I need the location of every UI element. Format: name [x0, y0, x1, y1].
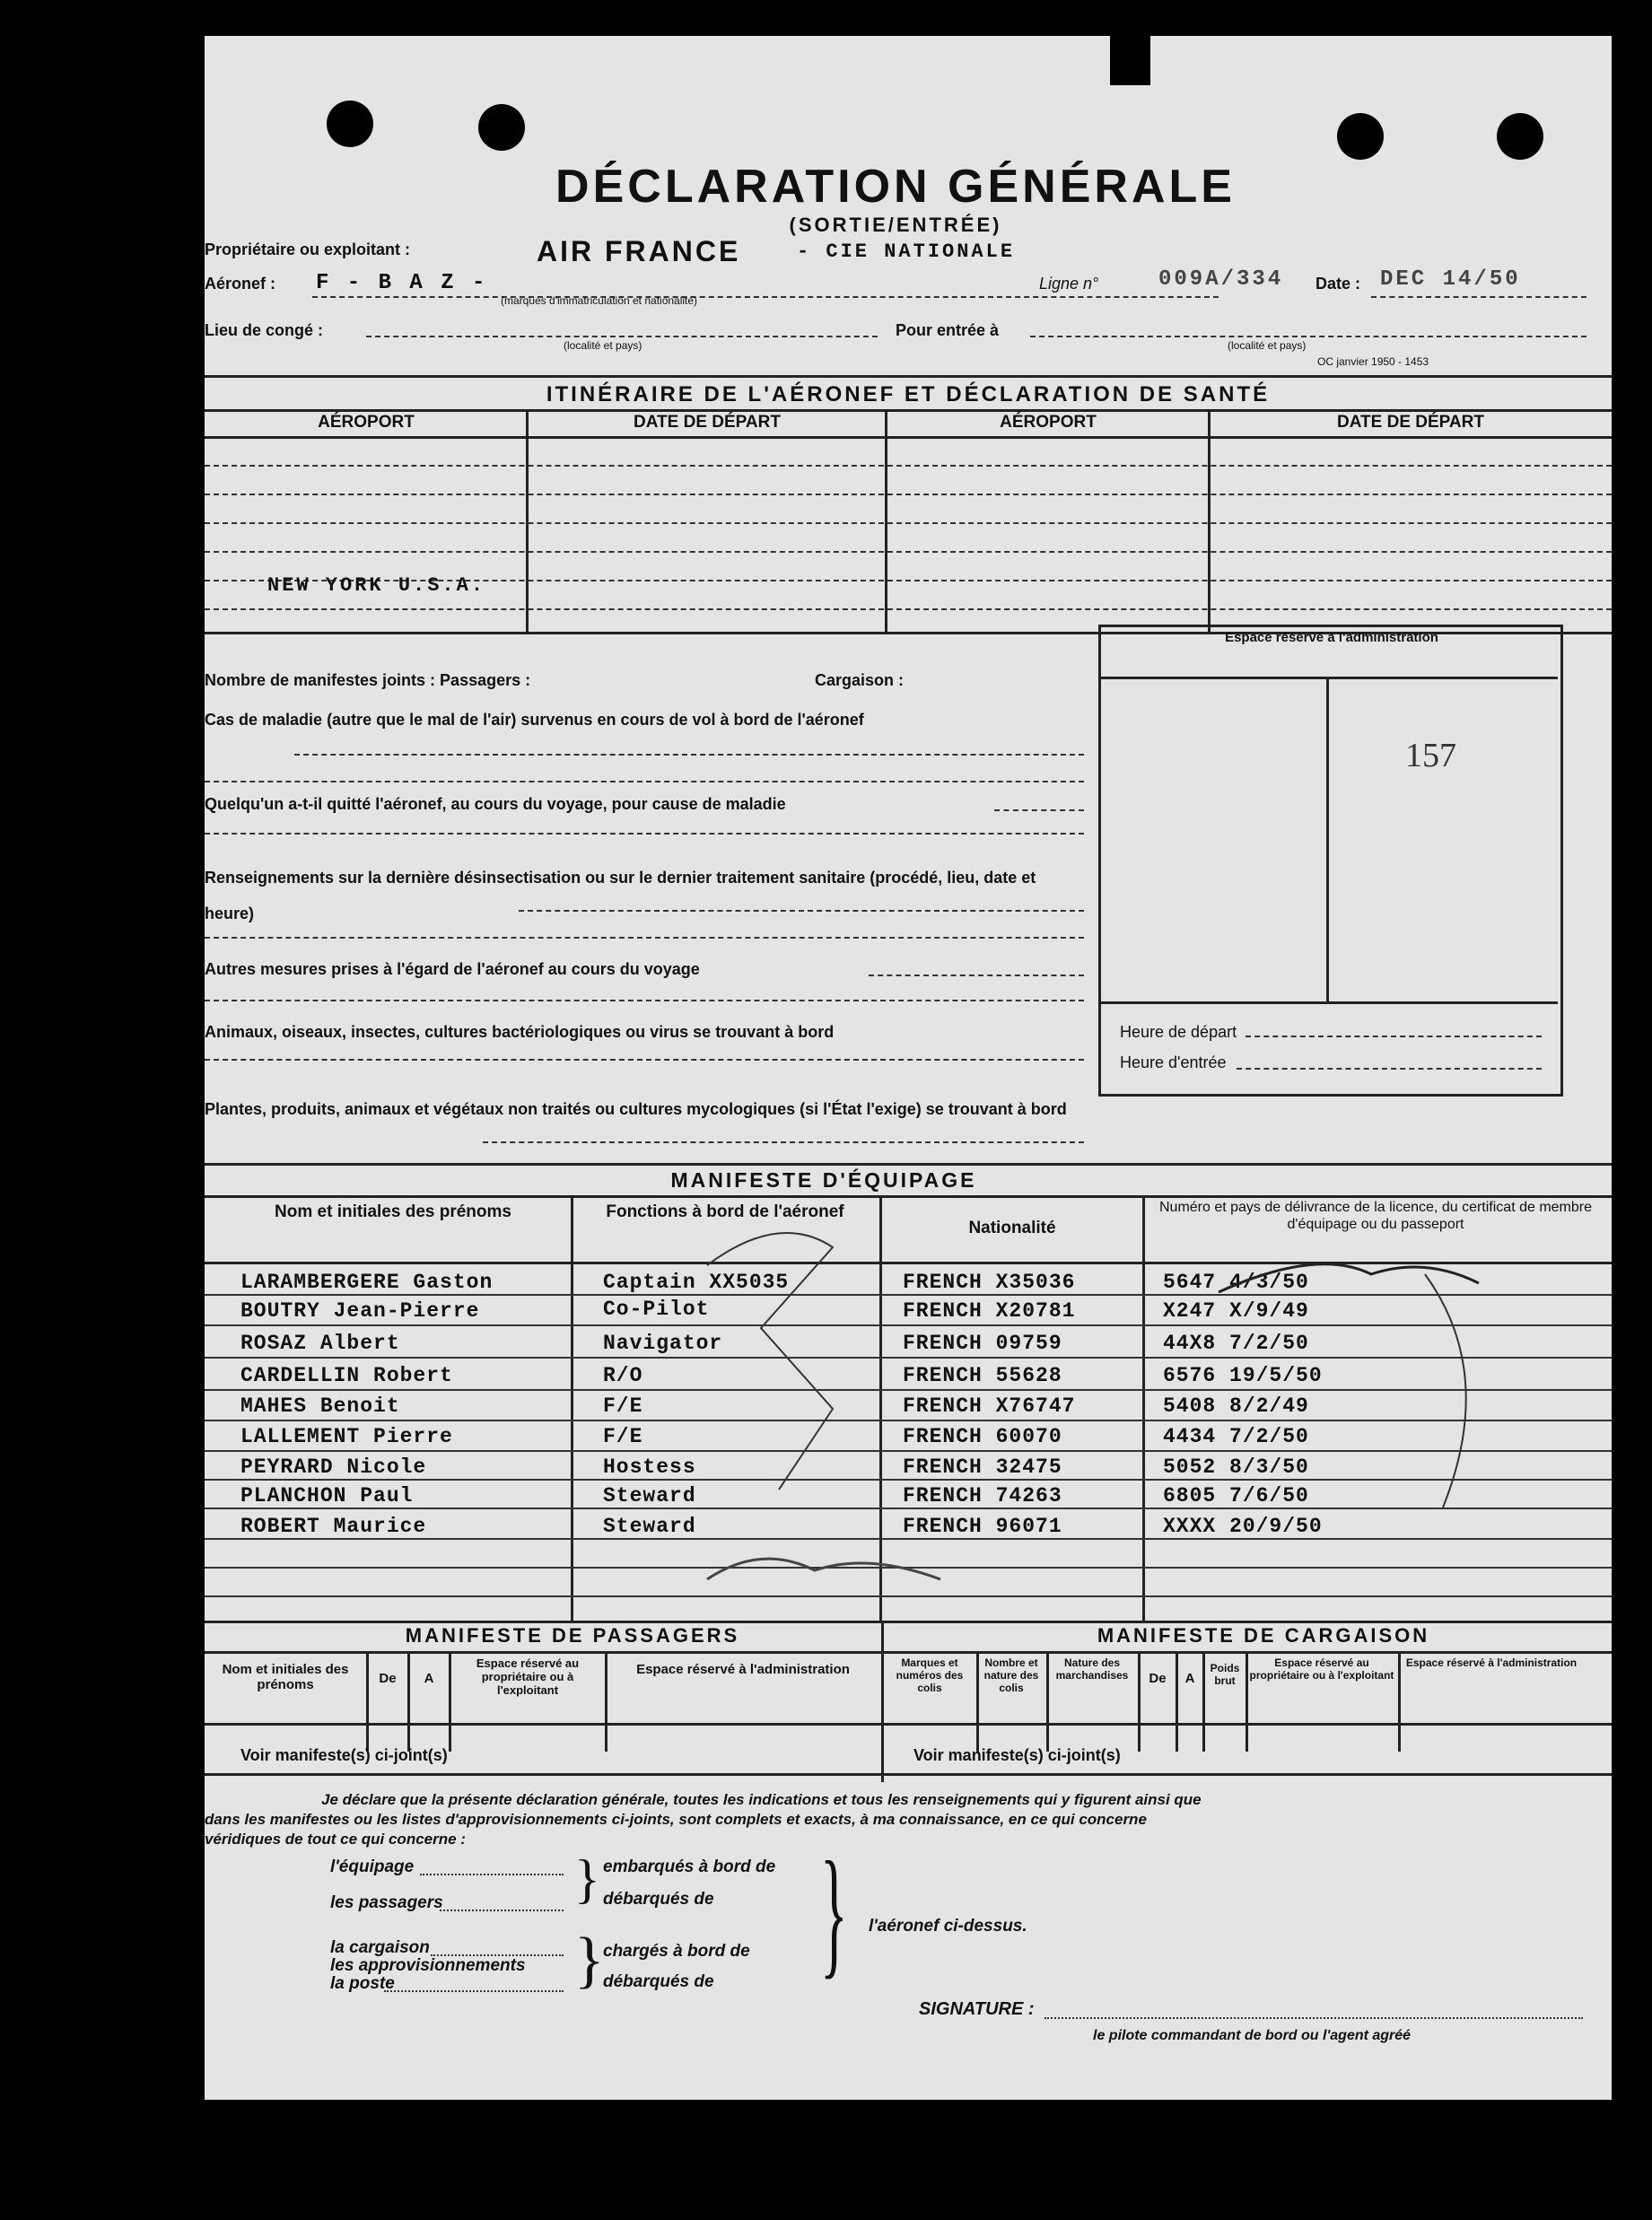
crew-col-licence: Numéro et pays de délivrance de la licence, du certificat de membre d'équipage ou du passeport [1158, 1200, 1592, 1232]
passenger-col-owner: Espace réservé au propriétaire ou à l'exploitant [476, 1656, 580, 1697]
crew-licence: XXXX 20/9/50 [1163, 1515, 1323, 1538]
crew-licence: 6576 19/5/50 [1163, 1364, 1323, 1387]
passenger-manifest-title: MANIFESTE DE PASSAGERS [405, 1624, 740, 1647]
disinfection-label: Renseignements sur la dernière désinsectisation ou sur le dernier traitement sanitaire (procédé, lieu, date et heure) [205, 869, 1036, 922]
illness-label: Cas de maladie (autre que le mal de l'air) survenus en cours de vol à bord de l'aéronef [205, 711, 864, 729]
declaration-supplies: les approvisionnements [330, 1956, 526, 1975]
departure-time-label: Heure de départ [1120, 1023, 1237, 1041]
crew-licence: 5408 8/2/49 [1163, 1394, 1309, 1418]
crew-licence: 44X8 7/2/50 [1163, 1332, 1309, 1355]
declaration-cargo: la cargaison [330, 1938, 430, 1957]
crew-function: R/O [603, 1364, 643, 1387]
cargo-col-marks: Marques et numéros des colis [896, 1656, 964, 1694]
admin-box-title: Espace réservé à l'administration [1225, 630, 1438, 645]
crew-name: PLANCHON Paul [240, 1484, 414, 1508]
departure-place-note: (localité et pays) [564, 339, 642, 352]
declaration-mail: la poste [330, 1974, 395, 1993]
left-aircraft-label: Quelqu'un a-t-il quitté l'aéronef, au cours du voyage, pour cause de maladie [205, 795, 786, 813]
crew-col-function: Fonctions à bord de l'aéronef [606, 1202, 844, 1221]
signature-note: le pilote commandant de bord ou l'agent agréé [1093, 2028, 1412, 2043]
crew-name: ROSAZ Albert [240, 1332, 400, 1355]
crew-function: Captain XX5035 [603, 1271, 790, 1294]
crew-function: F/E [603, 1425, 643, 1448]
declaration-form [205, 36, 1612, 2100]
brace-icon: } [574, 1849, 600, 1909]
crew-nationality: FRENCH 55628 [903, 1364, 1062, 1387]
cargo-col-owner: Espace réservé au propriétaire ou à l'exploitant [1249, 1656, 1394, 1682]
passenger-col-from: De [379, 1671, 397, 1686]
crew-nationality: FRENCH X20781 [903, 1299, 1076, 1323]
punch-hole [478, 104, 525, 151]
aircraft-value: F - B A Z - [316, 271, 488, 295]
cargo-manifest-title: MANIFESTE DE CARGAISON [1097, 1624, 1430, 1647]
itinerary-title: ITINÉRAIRE DE L'AÉRONEF ET DÉCLARATION DE SANTÉ [546, 382, 1271, 406]
crew-nationality: FRENCH 09759 [903, 1332, 1062, 1355]
cargo-label: Cargaison : [815, 671, 905, 689]
crew-function: Navigator [603, 1332, 723, 1355]
crew-licence: X247 X/9/49 [1163, 1299, 1309, 1323]
owner-label: Propriétaire ou exploitant : [205, 240, 411, 258]
crew-nationality: FRENCH 32475 [903, 1455, 1062, 1479]
crew-name: ROBERT Maurice [240, 1515, 427, 1538]
itinerary-airport-entry: NEW YORK U.S.A. [267, 574, 486, 597]
owner-value: AIR FRANCE [537, 235, 741, 267]
aircraft-label: Aéronef : [205, 275, 276, 293]
handwritten-marks [205, 1193, 1612, 1624]
passenger-col-name: Nom et initiales des prénoms [222, 1662, 349, 1692]
cargo-col-goods: Nature des marchandises [1055, 1656, 1129, 1682]
cargo-col-packages: Nombre et nature des colis [983, 1656, 1039, 1694]
cargo-manifest-footer: Voir manifeste(s) ci-joint(s) [913, 1746, 1121, 1764]
departure-place-label: Lieu de congé : [205, 321, 324, 339]
admin-number: 157 [1405, 737, 1456, 774]
declaration-passengers: les passagers [330, 1893, 443, 1912]
brace-icon: } [574, 1926, 605, 1995]
form-subtitle: (SORTIE/ENTRÉE) [789, 214, 1002, 236]
aircraft-note: (marques d'immatriculation et nationalité) [501, 294, 698, 307]
form-reference: OC janvier 1950 - 1453 [1317, 355, 1429, 368]
animals-label: Animaux, oiseaux, insectes, cultures bactériologiques ou virus se trouvant à bord [205, 1023, 835, 1041]
crew-function: Steward [603, 1515, 696, 1538]
itinerary-col-date-1: DATE DE DÉPART [634, 413, 781, 432]
entry-note: (localité et pays) [1228, 339, 1307, 352]
crew-manifest-title: MANIFESTE D'ÉQUIPAGE [670, 1168, 977, 1192]
crew-function: F/E [603, 1394, 643, 1418]
declaration-crew: l'équipage [330, 1857, 415, 1876]
plants-label: Plantes, produits, animaux et végétaux non traités ou cultures mycologiques (si l'État l'exige) se trouvant à bord [205, 1100, 1067, 1118]
crew-licence: 5052 8/3/50 [1163, 1455, 1309, 1479]
crew-name: MAHES Benoit [240, 1394, 400, 1418]
cargo-col-to: A [1184, 1671, 1195, 1686]
manifests-label: Nombre de manifestes joints : Passagers : [205, 671, 531, 689]
declaration-line-3: véridiques de tout ce qui concerne : [205, 1831, 466, 1848]
crew-name: LALLEMENT Pierre [240, 1425, 453, 1448]
date-value: DEC 14/50 [1380, 267, 1521, 292]
signature-label: SIGNATURE : [919, 1999, 1035, 2019]
cargo-col-admin: Espace réservé à l'administration [1405, 1656, 1578, 1669]
itinerary-col-date-2: DATE DE DÉPART [1337, 413, 1484, 432]
crew-nationality: FRENCH 74263 [903, 1484, 1062, 1508]
punch-hole [327, 101, 373, 147]
declaration-line-2: dans les manifestes ou les listes d'approvisionnements ci-joints, sont complets et exacts, à ma connaissance, en ce qui concerne [205, 1811, 1147, 1828]
line-label: Ligne n° [1039, 275, 1099, 293]
crew-function: Hostess [603, 1455, 696, 1479]
crew-name: LARAMBERGERE Gaston [240, 1271, 494, 1294]
entry-time-label: Heure d'entrée [1120, 1053, 1227, 1071]
crew-licence: 5647 4/3/50 [1163, 1271, 1309, 1294]
crew-licence: 4434 7/2/50 [1163, 1425, 1309, 1448]
declaration-embarked: embarqués à bord de [603, 1857, 776, 1876]
crew-col-nationality: Nationalité [968, 1219, 1056, 1237]
crew-nationality: FRENCH 60070 [903, 1425, 1062, 1448]
form-title: DÉCLARATION GÉNÉRALE [555, 161, 1236, 213]
paper-notch [1110, 36, 1150, 85]
crew-function: Steward [603, 1484, 696, 1508]
declaration-unloaded: débarqués de [603, 1972, 714, 1991]
crew-function: Co-Pilot [603, 1298, 710, 1321]
line-value: 009A/334 [1158, 267, 1284, 292]
punch-hole [1497, 113, 1543, 160]
crew-nationality: FRENCH 96071 [903, 1515, 1062, 1538]
crew-licence: 6805 7/6/50 [1163, 1484, 1309, 1508]
declaration-line-1: Je déclare que la présente déclaration générale, toutes les indications et tous les renseignements qui y figurent ainsi que [321, 1791, 1202, 1808]
cargo-col-from: De [1149, 1671, 1167, 1686]
passenger-manifest-footer: Voir manifeste(s) ci-joint(s) [240, 1746, 448, 1764]
punch-hole [1337, 113, 1384, 160]
passenger-col-admin: Espace réservé à l'administration [636, 1662, 850, 1677]
crew-name: BOUTRY Jean-Pierre [240, 1299, 480, 1323]
passenger-col-to: A [424, 1671, 434, 1686]
date-label: Date : [1315, 275, 1361, 293]
crew-name: CARDELLIN Robert [240, 1364, 453, 1387]
crew-col-name: Nom et initiales des prénoms [275, 1202, 511, 1221]
crew-nationality: FRENCH X76747 [903, 1394, 1076, 1418]
declaration-loaded: chargés à bord de [603, 1942, 750, 1961]
itinerary-col-airport-1: AÉROPORT [318, 413, 415, 432]
crew-name: PEYRARD Nicole [240, 1455, 427, 1479]
cargo-col-weight: Poids brut [1210, 1662, 1240, 1687]
declaration-disembarked: débarqués de [603, 1890, 714, 1909]
itinerary-col-airport-2: AÉROPORT [1000, 413, 1097, 432]
declaration-aircraft-ref: l'aéronef ci-dessus. [869, 1917, 1027, 1936]
large-brace-icon: } [820, 1831, 848, 1991]
owner-suffix: - CIE NATIONALE [797, 240, 1016, 263]
entry-label: Pour entrée à [896, 321, 1000, 339]
crew-nationality: FRENCH X35036 [903, 1271, 1076, 1294]
other-measures-label: Autres mesures prises à l'égard de l'aéronef au cours du voyage [205, 960, 700, 978]
